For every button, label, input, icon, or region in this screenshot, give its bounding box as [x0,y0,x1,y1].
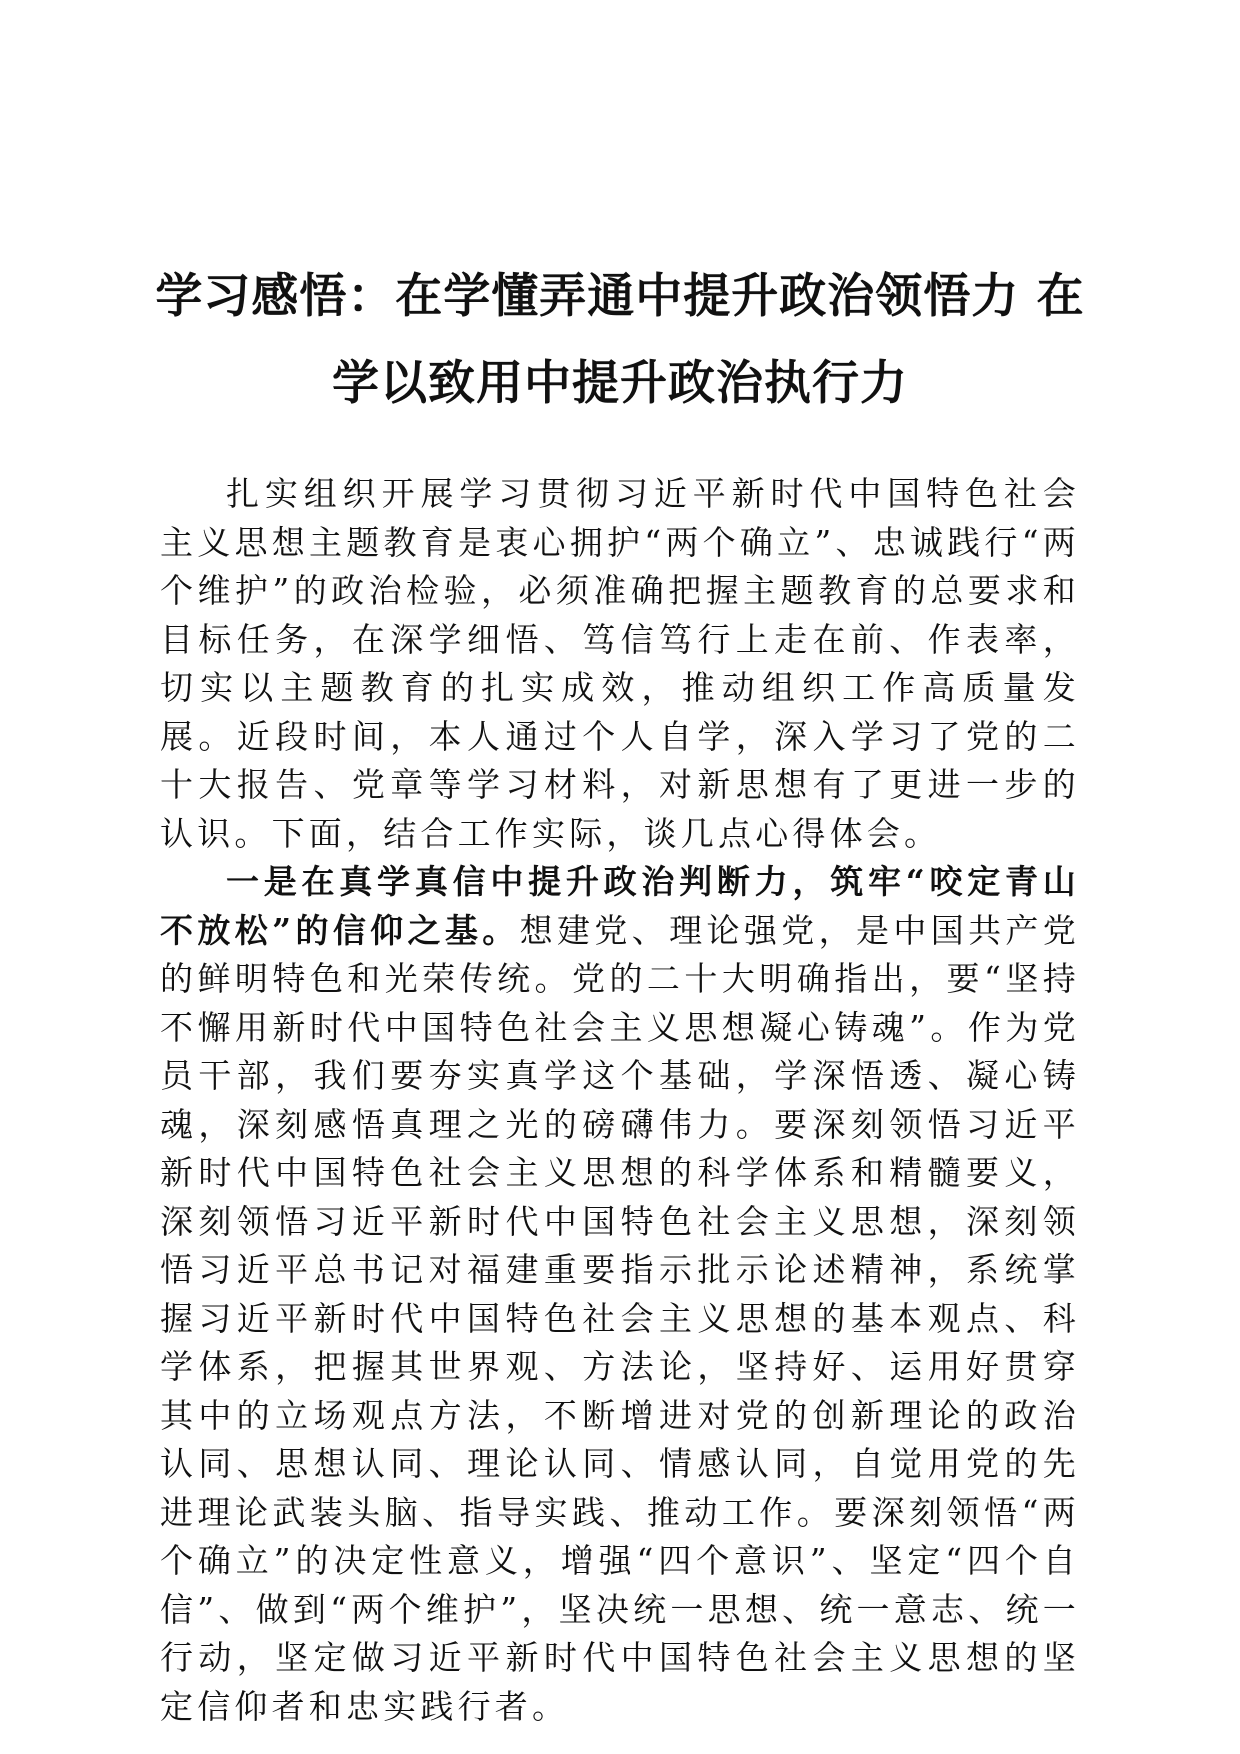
document-title [150,253,1090,427]
title-line-1: 学习感悟：在学懂弄通中提升政治领悟力 在 [155,269,1085,325]
paragraph-point-one-text: 想建党、理论强党，是中国共产党的鲜明特色和光荣传统。党的二十大明确指出，要“坚持不懈用新时代中国特色社会主义思想凝心铸魂”。作为党员干部，我们要夯实真学这个基础，学深悟透、凝心铸魂，深刻感悟真理之光的磅礴伟力。要深刻领悟习近平新时代中国特色社会主义思想的科学体系和精髓要义，深刻领悟习近平新时代中国特色社会主义思想，深刻领悟习近平总书记对福建重要指示批示论述精神，系统掌握习近平新时代中国特色社会主义思想的基本观点、科学体系，把握其世界观、方法论，坚持好、运用好贯穿其中的立场观点方法，不断增进对党的创新理论的政治认同、思想认同、理论认同、情感认同，自觉用党的先进理论武装头脑、指导实践、推动工作。要深刻领悟“两个确立”的决定性意义，增强“四个意识”、坚定“四个自信”、做到“两个维护”，坚决统一思想、统一意志、统一行动，坚定做习近平新时代中国特色社会主义思想的坚定信仰者和忠实践行者。 [160,910,1080,1726]
document-body [160,470,1080,1731]
paragraph-intro-text: 扎实组织开展学习贯彻习近平新时代中国特色社会主义思想主题教育是衷心拥护“两个确立”、忠诚践行“两个维护”的政治检验，必须准确把握主题教育的总要求和目标任务，在深学细悟、笃信笃行上走在前、作表率，切实以主题教育的扎实成效，推动组织工作高质量发展。近段时间，本人通过个人自学，深入学习了党的二十大报告、党章等学习材料，对新思想有了更进一步的认识。下面，结合工作实际，谈几点心得体会。 [160,474,1080,853]
paragraph-point-one-heading: 一是在真学真信中提升政治判断力，筑牢“咬定青山不放松”的信仰之基。 [160,862,1080,950]
paragraph-point-one [160,858,1080,1731]
title-line-2: 学以致用中提升政治执行力 [332,356,908,412]
paragraph-intro [160,470,1080,858]
